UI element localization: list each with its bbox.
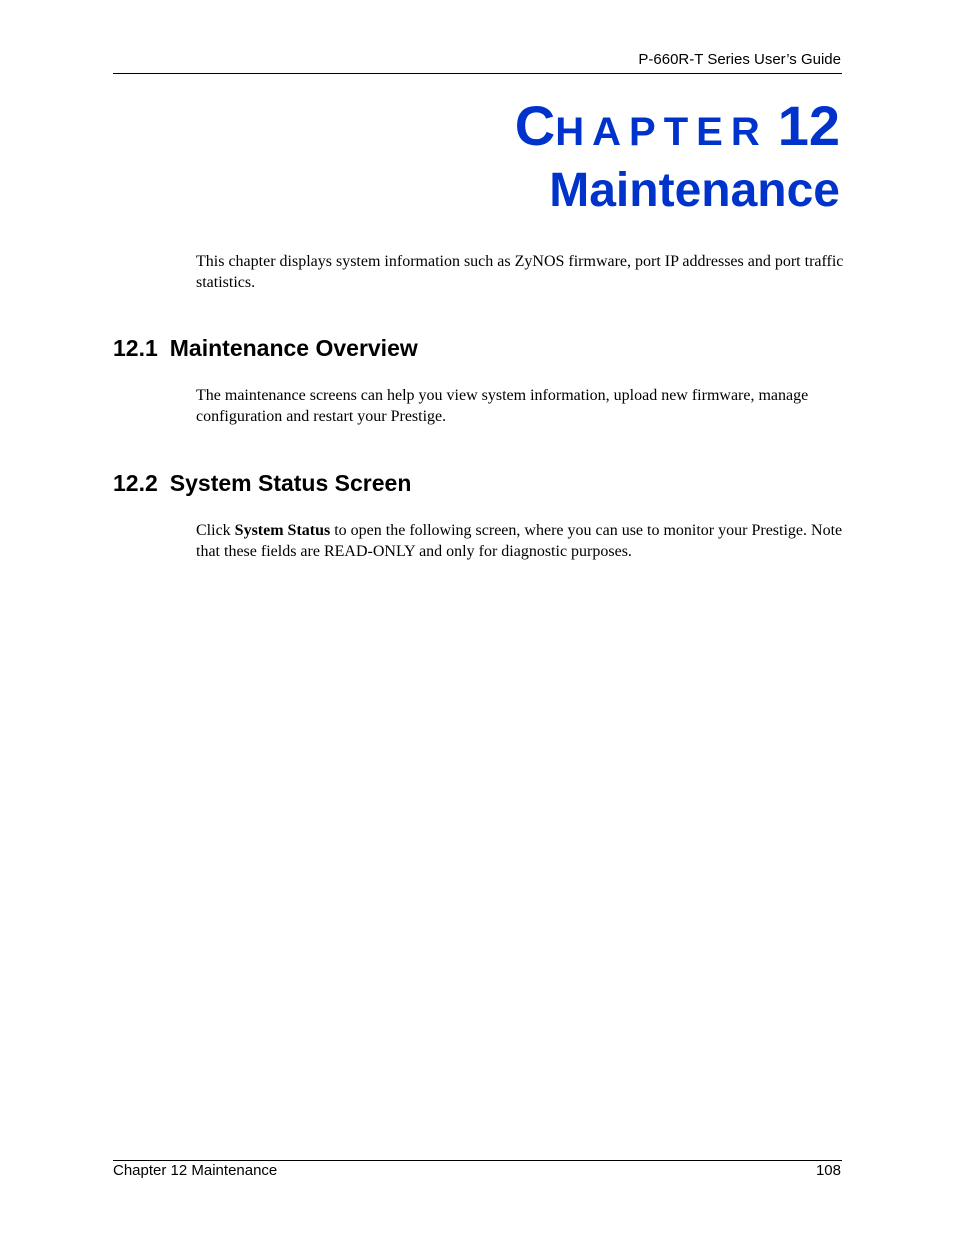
section-number: 12.2: [113, 470, 158, 496]
section-heading-overview: [113, 337, 418, 360]
body-text: to open the following screen, where you can use to monitor your Prestige. Note that these fields are READ-ONLY and only for diagnostic purposes.: [196, 522, 843, 560]
system-status-paragraph: [196, 520, 846, 562]
intro-paragraph: This chapter displays system information such as ZyNOS firmware, port IP addresses and port traffic statistics.: [196, 253, 844, 291]
system-status-term: System Status: [234, 522, 331, 539]
footer-rule: [113, 1160, 842, 1161]
running-header: P-660R-T Series User’s Guide: [638, 51, 841, 68]
section-title: Maintenance Overview: [169, 335, 418, 361]
overview-paragraph: The maintenance screens can help you view system information, upload new firmware, manage configuration and restart your Prestige.: [196, 387, 809, 425]
section-heading-system-status: [113, 472, 411, 495]
page-number: 108: [815, 1162, 841, 1179]
header-rule: [113, 73, 842, 74]
body-text: Click: [196, 522, 235, 539]
chapter-label-initial: C: [514, 94, 556, 157]
chapter-number: 12: [777, 94, 840, 157]
chapter-label: [514, 94, 840, 157]
section-title: System Status Screen: [169, 470, 412, 496]
chapter-label-rest: HAPTER: [555, 110, 768, 154]
section-number: 12.1: [113, 335, 158, 361]
chapter-title: Maintenance: [549, 164, 840, 217]
footer-chapter: Chapter 12 Maintenance: [113, 1162, 278, 1179]
